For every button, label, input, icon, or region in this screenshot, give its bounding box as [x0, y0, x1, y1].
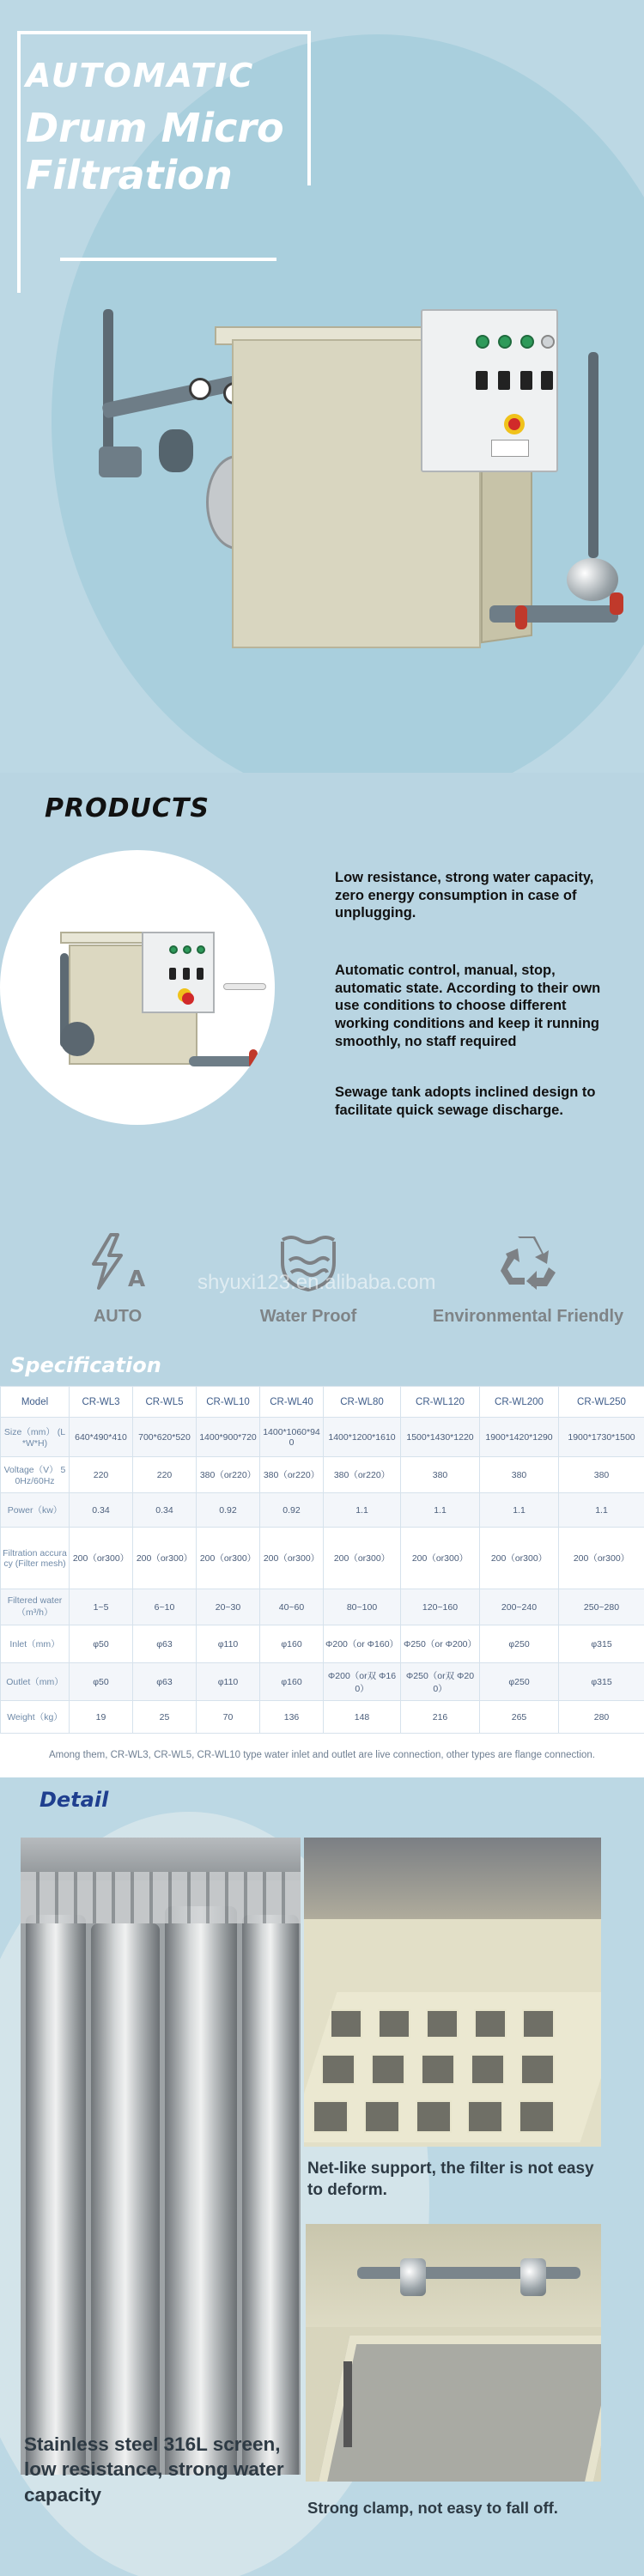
recycle-icon	[494, 1228, 562, 1297]
feature-water-proof-label: Water Proof	[259, 1307, 357, 1326]
clamp-photo	[306, 2224, 601, 2482]
table-header-cell: CR-WL80	[324, 1387, 401, 1418]
table-cell: 200（or300）	[197, 1528, 260, 1589]
table-row-label: Power（kw）	[1, 1493, 70, 1528]
table-cell: Φ250（or双 Φ200）	[401, 1663, 480, 1701]
table-row-label: Weight（kg）	[1, 1701, 70, 1734]
table-row-label: Filtration accuracy (Filter mesh)	[1, 1528, 70, 1589]
products-section	[0, 773, 644, 1176]
table-cell: 380	[480, 1457, 559, 1493]
feature-auto	[10, 1228, 225, 1327]
table-cell: 1400*900*720	[197, 1418, 260, 1457]
table-cell: 1.1	[480, 1493, 559, 1528]
table-cell: 380（or220）	[197, 1457, 260, 1493]
table-row	[1, 1493, 644, 1528]
mesh-rolls-photo	[21, 1838, 301, 2475]
table-cell: φ160	[260, 1663, 324, 1701]
table-cell: φ50	[70, 1625, 133, 1663]
table-cell: φ250	[480, 1625, 559, 1663]
table-cell: 200（or300）	[401, 1528, 480, 1589]
table-cell: 1900*1420*1290	[480, 1418, 559, 1457]
table-row-label: Inlet（mm）	[1, 1625, 70, 1663]
feature-environmental-label: Environmental Friendly	[432, 1307, 624, 1326]
table-row	[1, 1457, 644, 1493]
feature-icons-section	[0, 1176, 644, 1348]
table-cell: 0.92	[260, 1493, 324, 1528]
table-cell: 25	[133, 1701, 197, 1734]
table-cell: 200~240	[480, 1589, 559, 1625]
table-cell: 640*490*410	[70, 1418, 133, 1457]
specification-note: Among them, CR-WL3, CR-WL5, CR-WL10 type water inlet and outlet are live connection, other types are flange connection.	[49, 1750, 595, 1760]
table-cell: 0.34	[70, 1493, 133, 1528]
product-feature-3: Sewage tank adopts inclined design to facilitate quick sewage discharge.	[335, 1084, 596, 1118]
hero-title-line2: Drum Micro	[26, 104, 284, 151]
table-cell: φ110	[197, 1663, 260, 1701]
table-row-label: Outlet（mm）	[1, 1663, 70, 1701]
product-feature-2: Automatic control, manual, stop, automatic state. According to their own use conditions to choose different working conditions and keep it running smoothly, no staff required	[335, 963, 601, 1049]
specification-heading: Specification	[10, 1353, 161, 1377]
table-cell: 1.1	[401, 1493, 480, 1528]
table-cell: 80~100	[324, 1589, 401, 1625]
specification-section	[0, 1348, 644, 1777]
hero-title-line3: Filtration	[26, 151, 233, 198]
table-cell: 1.1	[559, 1493, 644, 1528]
table-cell: 380	[401, 1457, 480, 1493]
table-cell: Φ200（or Φ160）	[324, 1625, 401, 1663]
table-cell: 220	[133, 1457, 197, 1493]
table-row	[1, 1528, 644, 1589]
table-cell: 20~30	[197, 1589, 260, 1625]
table-row-label: Voltage（V） 50Hz/60Hz	[1, 1457, 70, 1493]
table-cell: Φ200（or双 Φ160）	[324, 1663, 401, 1701]
table-cell: 40~60	[260, 1589, 324, 1625]
table-cell: 200（or300）	[559, 1528, 644, 1589]
table-cell: 380	[559, 1457, 644, 1493]
table-cell: 216	[401, 1701, 480, 1734]
table-header-cell: CR-WL40	[260, 1387, 324, 1418]
table-cell: 1500*1430*1220	[401, 1418, 480, 1457]
hero-section	[0, 0, 644, 773]
hero-title	[26, 57, 284, 199]
table-cell: 380（or220）	[324, 1457, 401, 1493]
product-feature-1: Low resistance, strong water capacity, zero energy consumption in case of unplugging.	[335, 870, 594, 921]
table-cell: 265	[480, 1701, 559, 1734]
specification-header-bar	[0, 1348, 644, 1386]
hero-title-line1: AUTOMATIC	[26, 57, 255, 94]
table-cell: 19	[70, 1701, 133, 1734]
feature-environmental	[421, 1228, 635, 1327]
table-header-cell: CR-WL250	[559, 1387, 644, 1418]
specification-table	[0, 1386, 644, 1734]
hero-title-underline	[60, 258, 276, 261]
table-cell: φ315	[559, 1625, 644, 1663]
table-header-cell: CR-WL5	[133, 1387, 197, 1418]
table-cell: φ50	[70, 1663, 133, 1701]
table-cell: 1.1	[324, 1493, 401, 1528]
table-row-label: Filtered water（m³/h）	[1, 1589, 70, 1625]
table-cell: 380（or220）	[260, 1457, 324, 1493]
table-cell: Φ250（or Φ200）	[401, 1625, 480, 1663]
table-cell: 220	[70, 1457, 133, 1493]
detail-caption-mesh: Stainless steel 316L screen, low resistance, strong water capacity	[24, 2433, 284, 2506]
table-cell: 200（or300）	[324, 1528, 401, 1589]
detail-caption-clamp: Strong clamp, not easy to fall off.	[307, 2499, 558, 2517]
hero-machine-image	[86, 301, 635, 687]
table-cell: 200（or300）	[133, 1528, 197, 1589]
table-cell: 250~280	[559, 1589, 644, 1625]
table-row	[1, 1663, 644, 1701]
table-row	[1, 1625, 644, 1663]
table-header-row	[1, 1387, 644, 1418]
table-cell: 200（or300）	[70, 1528, 133, 1589]
table-cell: 6~10	[133, 1589, 197, 1625]
table-row-label: Size（mm） (L*W*H)	[1, 1418, 70, 1457]
control-panel	[421, 309, 558, 472]
table-header-cell: CR-WL10	[197, 1387, 260, 1418]
detail-section	[0, 1777, 644, 2576]
svg-text:A: A	[128, 1267, 146, 1292]
table-cell: 148	[324, 1701, 401, 1734]
net-support-photo	[304, 1838, 601, 2147]
table-cell: φ250	[480, 1663, 559, 1701]
table-header-cell: Model	[1, 1387, 70, 1418]
product-photo	[0, 850, 275, 1125]
table-row	[1, 1701, 644, 1734]
table-cell: 280	[559, 1701, 644, 1734]
detail-heading: Detail	[39, 1788, 109, 1812]
table-cell: φ160	[260, 1625, 324, 1663]
table-header-cell: CR-WL3	[70, 1387, 133, 1418]
table-header-cell: CR-WL120	[401, 1387, 480, 1418]
table-cell: 120~160	[401, 1589, 480, 1625]
table-row	[1, 1589, 644, 1625]
table-cell: 200（or300）	[260, 1528, 324, 1589]
table-cell: 70	[197, 1701, 260, 1734]
products-heading: PRODUCTS	[45, 793, 210, 823]
table-cell: 200（or300）	[480, 1528, 559, 1589]
table-cell: 0.34	[133, 1493, 197, 1528]
watermark: shyuxi123.en.alibaba.com	[197, 1271, 436, 1294]
table-header-cell: CR-WL200	[480, 1387, 559, 1418]
auto-lightning-icon	[83, 1228, 152, 1297]
table-cell: 1900*1730*1500	[559, 1418, 644, 1457]
table-cell: 700*620*520	[133, 1418, 197, 1457]
table-cell: 1~5	[70, 1589, 133, 1625]
table-cell: 1400*1060*940	[260, 1418, 324, 1457]
table-cell: φ315	[559, 1663, 644, 1701]
table-cell: 1400*1200*1610	[324, 1418, 401, 1457]
table-cell: 0.92	[197, 1493, 260, 1528]
table-row	[1, 1418, 644, 1457]
table-cell: φ110	[197, 1625, 260, 1663]
feature-auto-label: AUTO	[93, 1307, 143, 1326]
table-cell: φ63	[133, 1663, 197, 1701]
table-cell: 136	[260, 1701, 324, 1734]
table-cell: φ63	[133, 1625, 197, 1663]
detail-caption-net: Net-like support, the filter is not easy to deform.	[307, 2160, 594, 2199]
